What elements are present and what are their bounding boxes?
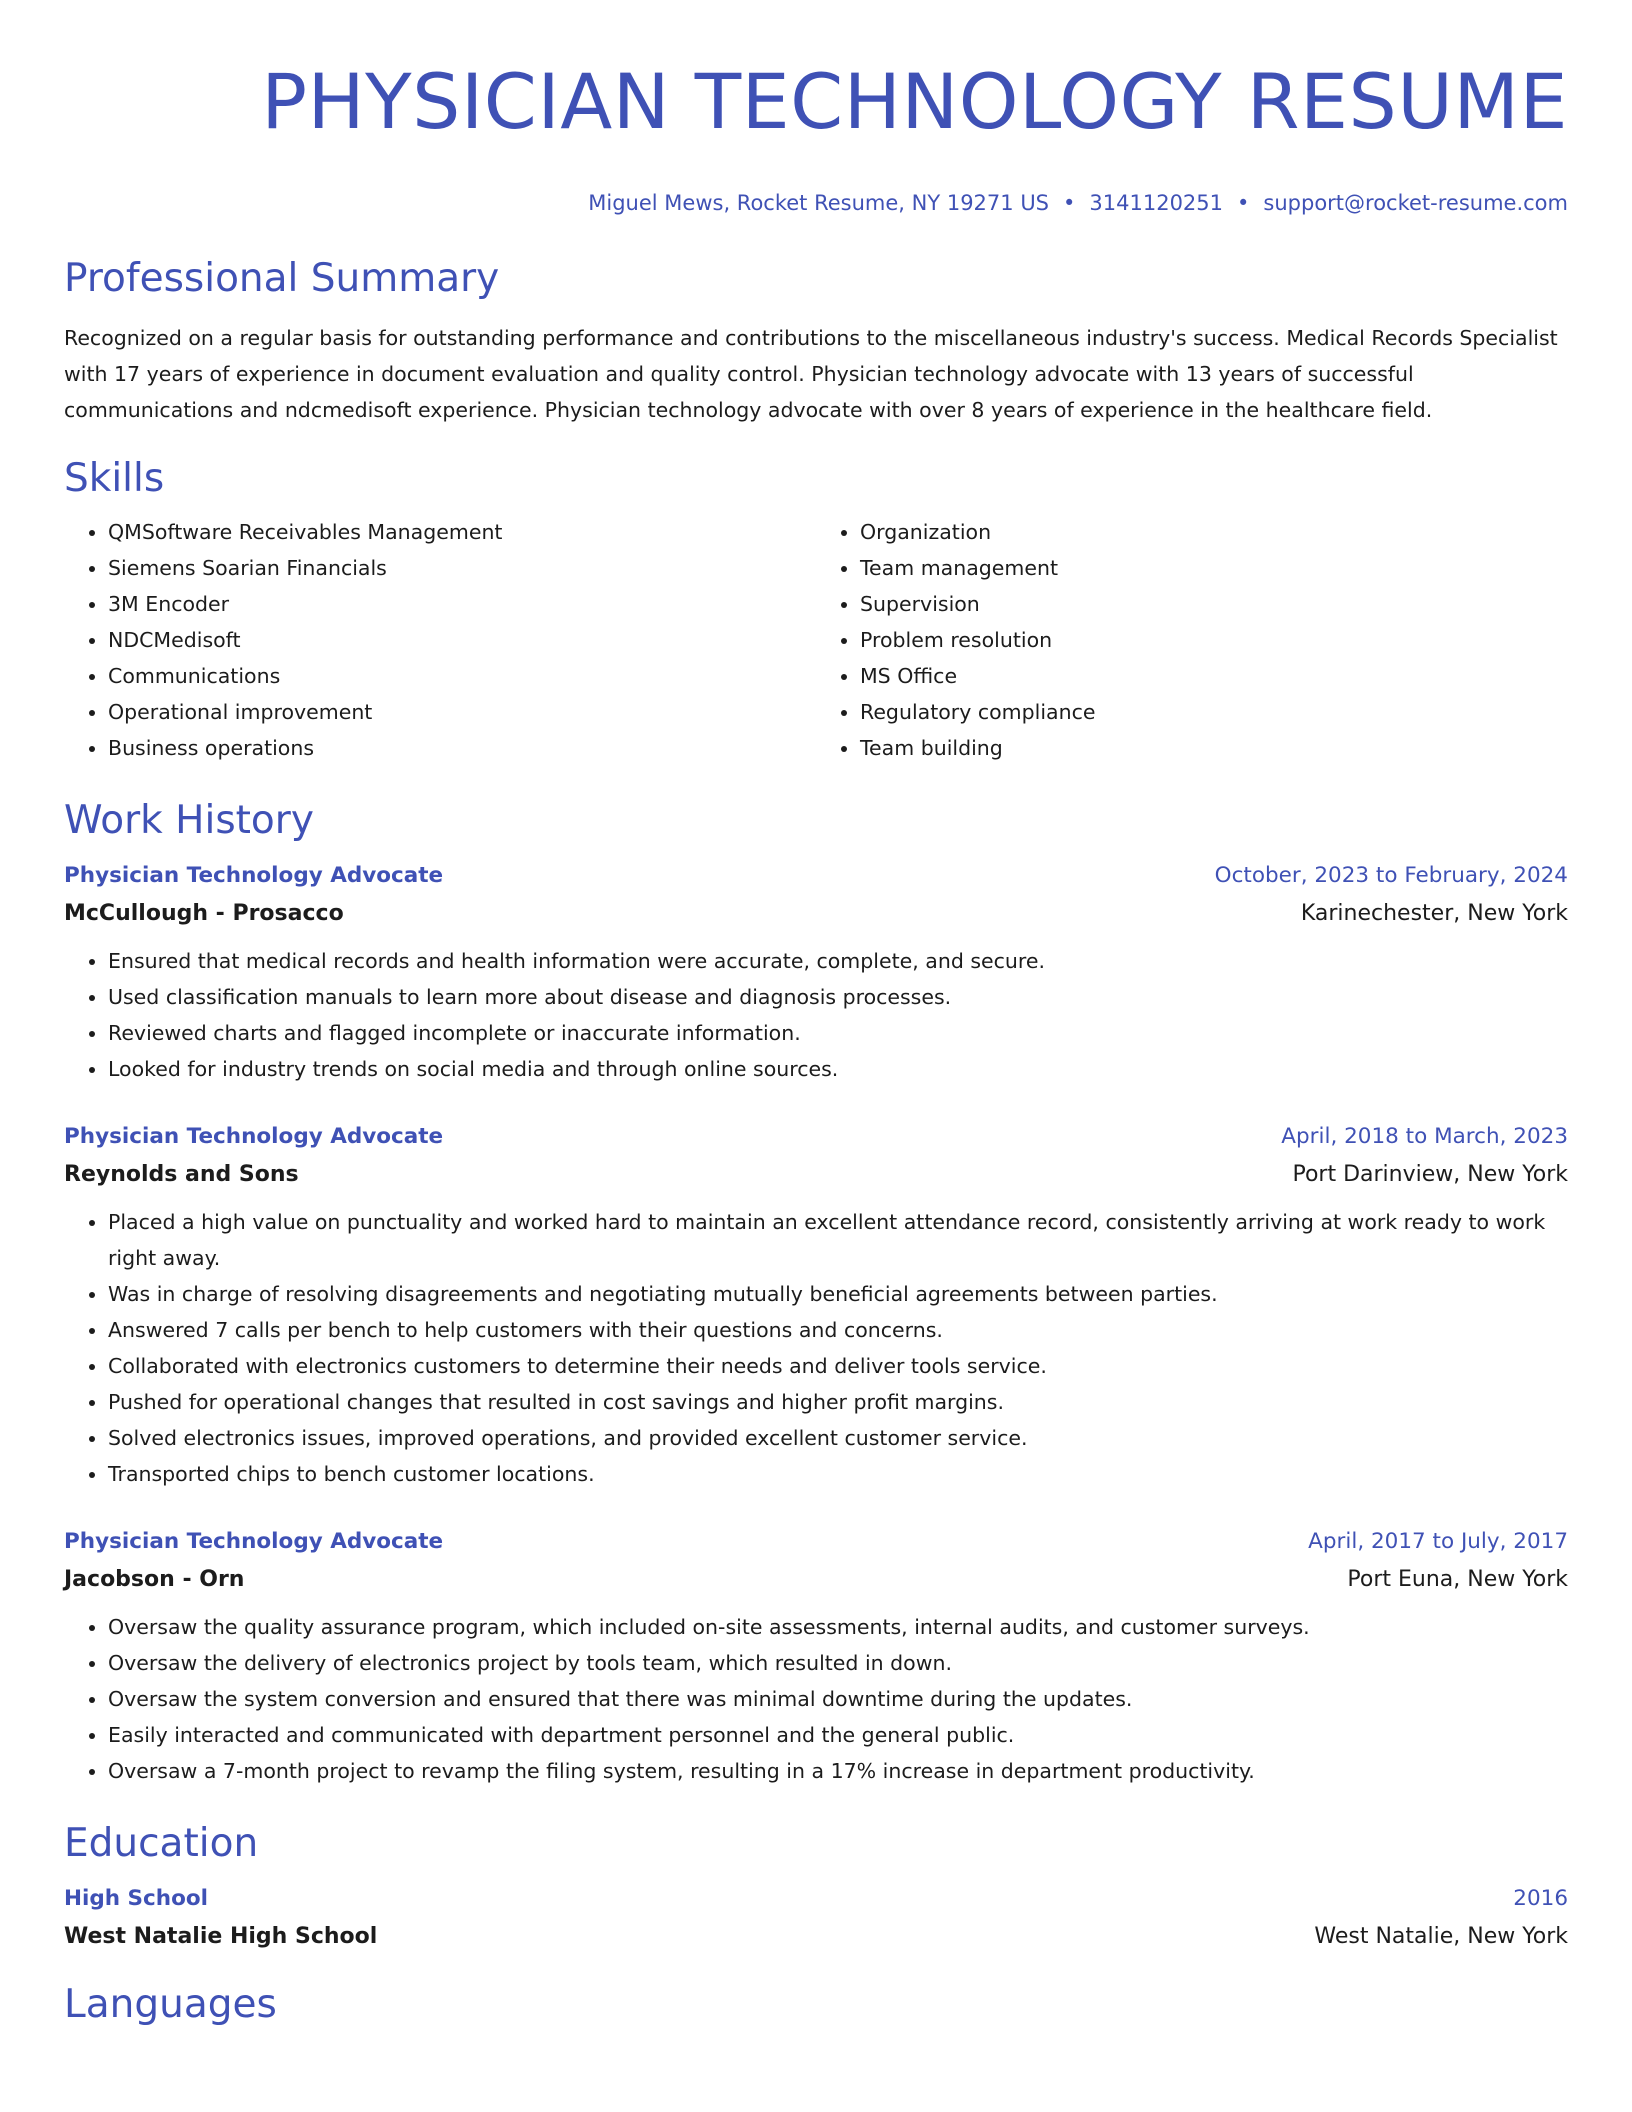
skill-item: • MS Office — [860, 658, 1568, 694]
job-title: Physician Technology Advocate — [64, 1124, 444, 1149]
job-bullet-list — [64, 1609, 1568, 1789]
contact-phone: 3141120251 — [1089, 191, 1224, 215]
contact-separator: • — [1063, 191, 1076, 215]
job-dates: April, 2018 to March, 2023 — [1281, 1124, 1568, 1149]
skills-section — [64, 454, 1568, 766]
work-history-heading: Work History — [64, 798, 314, 843]
skill-item: • NDCMedisoft — [108, 622, 816, 658]
skill-item: • Team management — [860, 550, 1568, 586]
job-org-row — [64, 1155, 1568, 1195]
skill-item: • 3M Encoder — [108, 586, 816, 622]
job-title: Physician Technology Advocate — [64, 1529, 444, 1554]
resume-header — [64, 0, 1568, 217]
skill-item: • Regulatory compliance — [860, 694, 1568, 730]
summary-section — [64, 254, 1568, 428]
education-year: 2016 — [1513, 1886, 1568, 1911]
skills-columns — [64, 514, 1568, 766]
job-dates: April, 2017 to July, 2017 — [1308, 1529, 1568, 1554]
skill-item: • QMSoftware Receivables Management — [108, 514, 816, 550]
skills-list-left — [64, 514, 816, 766]
job-org-row — [64, 1560, 1568, 1600]
education-location: West Natalie, New York — [1314, 1924, 1568, 1949]
languages-heading: Languages — [64, 1982, 277, 2027]
job-bullet-list — [64, 943, 1568, 1087]
resume-title: PHYSICIAN TECHNOLOGY RESUME — [261, 57, 1568, 146]
job-bullet: • Ensured that medical records and health information were accurate, complete, and secure. — [108, 943, 1568, 979]
education-degree-row — [64, 1881, 1568, 1917]
summary-text: Recognized on a regular basis for outstanding performance and contributions to the miscellaneous industry's success. Medical Records Specialist with 17 years of experience in document evaluation and quality control. Physician technology advocate with 13 years of successful communications and ndcmedisoft experience. Physician technology advocate with over 8 years of experience in the healthcare field. — [64, 326, 1558, 422]
skill-item: • Organization — [860, 514, 1568, 550]
job-company: Jacobson - Orn — [64, 1567, 245, 1592]
job-company: McCullough - Prosacco — [64, 901, 344, 926]
job-bullet: • Looked for industry trends on social media and through online sources. — [108, 1051, 1568, 1087]
job-role-row — [64, 1524, 1568, 1560]
job-bullet: • Oversaw a 7-month project to revamp the filing system, resulting in a 17% increase in department productivity. — [108, 1753, 1568, 1789]
job-bullet: • Pushed for operational changes that resulted in cost savings and higher profit margins. — [108, 1384, 1568, 1420]
work-history-section — [64, 796, 1568, 1789]
job-bullet: • Was in charge of resolving disagreements and negotiating mutually beneficial agreements between parties. — [108, 1276, 1568, 1312]
job-org-row — [64, 894, 1568, 934]
job-location: Port Euna, New York — [1347, 1567, 1568, 1592]
job-bullet: • Oversaw the system conversion and ensured that there was minimal downtime during the updates. — [108, 1681, 1568, 1717]
summary-heading: Professional Summary — [64, 256, 500, 301]
contact-address: Miguel Mews, Rocket Resume, NY 19271 US — [588, 191, 1050, 215]
education-section — [64, 1819, 1568, 1957]
job-bullet: • Reviewed charts and flagged incomplete or inaccurate information. — [108, 1015, 1568, 1051]
job-dates: October, 2023 to February, 2024 — [1214, 863, 1568, 888]
skill-item: • Operational improvement — [108, 694, 816, 730]
education-heading: Education — [64, 1821, 259, 1866]
skill-item: • Team building — [860, 730, 1568, 766]
job-bullet: • Transported chips to bench customer locations. — [108, 1456, 1568, 1492]
job-location: Karinechester, New York — [1300, 901, 1568, 926]
skills-list-right — [816, 514, 1568, 766]
contact-line — [64, 189, 1568, 217]
job-entry — [64, 858, 1568, 1087]
education-school-row — [64, 1917, 1568, 1957]
job-location: Port Darinview, New York — [1292, 1162, 1568, 1187]
job-entry — [64, 1524, 1568, 1789]
skill-item: • Siemens Soarian Financials — [108, 550, 816, 586]
skill-item: • Communications — [108, 658, 816, 694]
job-role-row — [64, 858, 1568, 894]
skill-item: • Problem resolution — [860, 622, 1568, 658]
job-role-row — [64, 1119, 1568, 1155]
contact-separator: • — [1237, 191, 1250, 215]
job-entry — [64, 1119, 1568, 1492]
job-bullet: • Oversaw the quality assurance program, which included on-site assessments, internal audits, and customer surveys. — [108, 1609, 1568, 1645]
languages-section — [64, 1980, 1568, 2030]
education-degree: High School — [64, 1886, 208, 1911]
job-bullet: • Oversaw the delivery of electronics project by tools team, which resulted in down. — [108, 1645, 1568, 1681]
education-school: West Natalie High School — [64, 1924, 378, 1949]
skills-heading: Skills — [64, 456, 165, 501]
job-bullet: • Solved electronics issues, improved operations, and provided excellent customer service. — [108, 1420, 1568, 1456]
job-bullet-list — [64, 1204, 1568, 1492]
job-title: Physician Technology Advocate — [64, 863, 444, 888]
job-bullet: • Used classification manuals to learn more about disease and diagnosis processes. — [108, 979, 1568, 1015]
job-bullet: • Collaborated with electronics customers to determine their needs and deliver tools service. — [108, 1348, 1568, 1384]
job-bullet: • Placed a high value on punctuality and worked hard to maintain an excellent attendance record, consistently arriving at work ready to work right away. — [108, 1204, 1568, 1276]
job-company: Reynolds and Sons — [64, 1162, 299, 1187]
job-bullet: • Easily interacted and communicated with department personnel and the general public. — [108, 1717, 1568, 1753]
job-bullet: • Answered 7 calls per bench to help customers with their questions and concerns. — [108, 1312, 1568, 1348]
contact-email: support@rocket-resume.com — [1263, 191, 1568, 215]
skill-item: • Supervision — [860, 586, 1568, 622]
skill-item: • Business operations — [108, 730, 816, 766]
